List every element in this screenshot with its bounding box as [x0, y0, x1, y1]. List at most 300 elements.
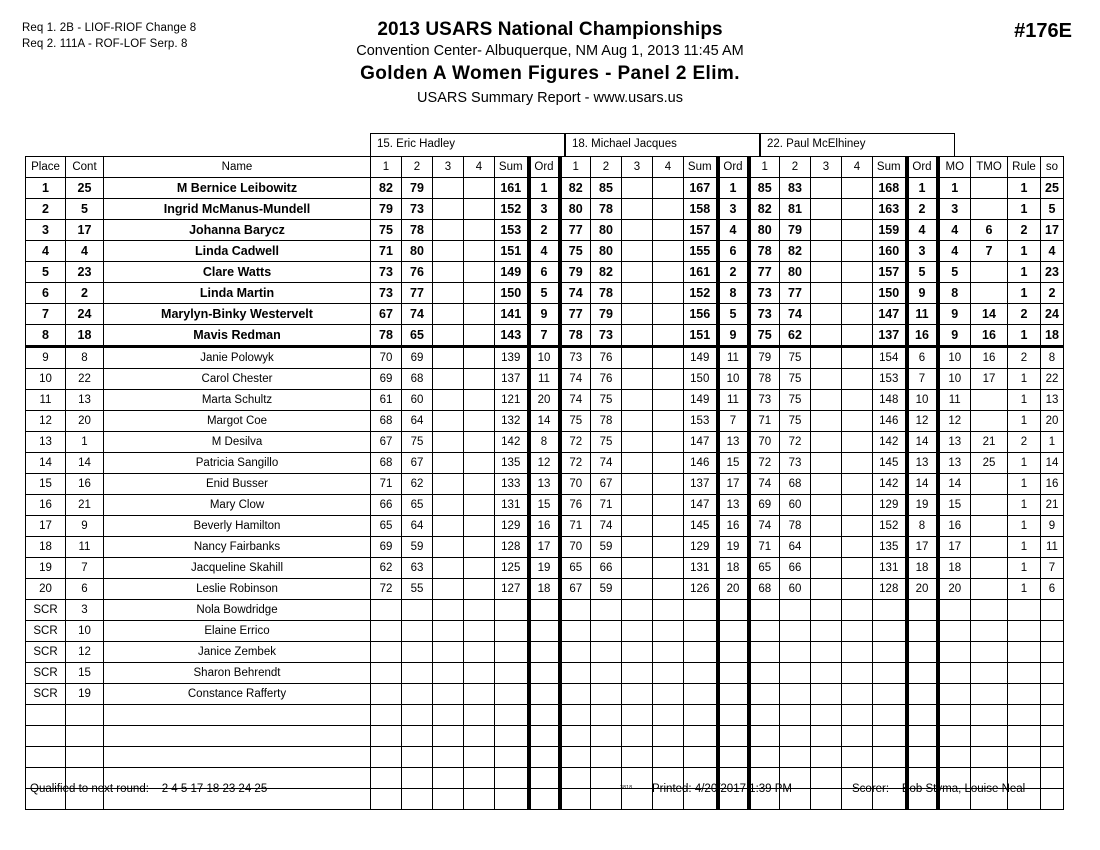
cell-place: SCR: [26, 684, 66, 705]
cell-j1-score3: [433, 453, 464, 474]
col-place: Place: [26, 157, 66, 178]
cell-tmo: [971, 600, 1008, 621]
cell-j1-score2: 64: [402, 516, 433, 537]
col-j2-ord: Ord: [718, 157, 749, 178]
cell-so: 2: [1041, 283, 1064, 304]
cell-j2-ord: 17: [718, 474, 749, 495]
cell-place: [26, 726, 66, 747]
cell-j1-ord: 11: [529, 369, 560, 390]
cell-j1-ord: [529, 747, 560, 768]
cell-j3-score3: [811, 369, 842, 390]
cell-j3-score1: [749, 684, 780, 705]
cell-j2-ord: 3: [718, 199, 749, 220]
requirement-1: Req 1. 2B - LIOF-RIOF Change 8: [22, 22, 197, 34]
event-number: #176E: [1014, 20, 1072, 42]
cell-name: Janie Polowyk: [104, 347, 371, 369]
cell-j3-score1: 73: [749, 390, 780, 411]
cell-place: SCR: [26, 600, 66, 621]
cell-j1-ord: [529, 726, 560, 747]
cell-j1-sum: 151: [495, 241, 529, 262]
col-mo: MO: [938, 157, 971, 178]
cell-j2-score2: 66: [591, 558, 622, 579]
cell-j1-score3: [433, 537, 464, 558]
cell-j3-score3: [811, 453, 842, 474]
cell-j2-score3: [622, 726, 653, 747]
cell-j2-ord: [718, 705, 749, 726]
cell-cont: 15: [66, 663, 104, 684]
cell-j2-score4: [653, 178, 684, 199]
cell-name: Nancy Fairbanks: [104, 537, 371, 558]
cell-j3-ord: 6: [907, 347, 938, 369]
cell-j2-sum: [684, 621, 718, 642]
cell-j2-score2: [591, 600, 622, 621]
cell-j2-ord: 13: [718, 432, 749, 453]
cell-rule: [1008, 684, 1041, 705]
cell-so: 16: [1041, 474, 1064, 495]
cell-j1-score4: [464, 579, 495, 600]
cell-j1-sum: 131: [495, 495, 529, 516]
cell-j3-ord: 5: [907, 262, 938, 283]
cell-j1-score2: 80: [402, 241, 433, 262]
cell-j2-score4: [653, 199, 684, 220]
cell-j3-score2: 81: [780, 199, 811, 220]
cell-j2-score3: [622, 220, 653, 241]
cell-j3-sum: [873, 726, 907, 747]
cell-j1-score1: 66: [371, 495, 402, 516]
cell-j2-sum: 147: [684, 432, 718, 453]
cell-so: 18: [1041, 325, 1064, 347]
cell-j3-score1: 73: [749, 283, 780, 304]
cell-j2-ord: 18: [718, 558, 749, 579]
table-row: [26, 199, 1064, 220]
cell-j3-sum: 148: [873, 390, 907, 411]
cell-j3-score4: [842, 600, 873, 621]
cell-j2-score2: 78: [591, 283, 622, 304]
cell-j3-score2: [780, 663, 811, 684]
table-row: [26, 453, 1064, 474]
cell-j1-score4: [464, 726, 495, 747]
col-j3-ord: Ord: [907, 157, 938, 178]
cell-j1-score4: [464, 684, 495, 705]
cell-so: 6: [1041, 579, 1064, 600]
cell-j2-ord: 11: [718, 347, 749, 369]
cell-j3-score2: 77: [780, 283, 811, 304]
cell-mo: 17: [938, 537, 971, 558]
cell-j3-score3: [811, 199, 842, 220]
cell-j2-sum: 155: [684, 241, 718, 262]
cell-j2-sum: 145: [684, 516, 718, 537]
cell-place: 3: [26, 220, 66, 241]
cell-so: 9: [1041, 516, 1064, 537]
cell-j3-score1: [749, 747, 780, 768]
cell-j2-score1: 78: [560, 325, 591, 347]
cell-cont: 13: [66, 390, 104, 411]
table-row: [26, 178, 1064, 199]
cell-j3-score4: [842, 453, 873, 474]
cell-j1-score3: [433, 621, 464, 642]
cell-place: 16: [26, 495, 66, 516]
cell-j3-score1: 79: [749, 347, 780, 369]
cell-j1-score2: [402, 621, 433, 642]
cell-j3-score2: 78: [780, 516, 811, 537]
cell-j3-score2: [780, 600, 811, 621]
cell-place: 20: [26, 579, 66, 600]
cell-j3-ord: 13: [907, 453, 938, 474]
cell-mo: [938, 600, 971, 621]
cell-j3-score1: 70: [749, 432, 780, 453]
cell-j1-score3: [433, 325, 464, 347]
cell-tmo: [971, 283, 1008, 304]
cell-j2-score3: [622, 178, 653, 199]
cell-j1-score1: 82: [371, 178, 402, 199]
report-subtitle: USARS Summary Report - www.usars.us: [417, 90, 683, 106]
cell-j2-score1: [560, 726, 591, 747]
cell-j2-score2: 74: [591, 453, 622, 474]
cell-j2-score1: 75: [560, 241, 591, 262]
cell-j3-ord: 12: [907, 411, 938, 432]
cell-j1-score2: 67: [402, 453, 433, 474]
cell-place: 12: [26, 411, 66, 432]
cell-j2-sum: 146: [684, 453, 718, 474]
cell-j1-score3: [433, 705, 464, 726]
cell-j1-score2: [402, 663, 433, 684]
cell-j3-score4: [842, 178, 873, 199]
cell-place: SCR: [26, 642, 66, 663]
cell-j2-score4: [653, 241, 684, 262]
cell-so: 1: [1041, 432, 1064, 453]
cell-j1-sum: 135: [495, 453, 529, 474]
cell-j3-ord: 14: [907, 432, 938, 453]
cell-rule: 2: [1008, 220, 1041, 241]
cell-j1-ord: [529, 642, 560, 663]
cell-j1-sum: [495, 705, 529, 726]
cell-j3-sum: [873, 747, 907, 768]
cell-j3-score2: 68: [780, 474, 811, 495]
cell-mo: 20: [938, 579, 971, 600]
cell-j1-ord: 16: [529, 516, 560, 537]
cell-j2-score4: [653, 600, 684, 621]
cell-j1-score2: [402, 642, 433, 663]
cell-so: 25: [1041, 178, 1064, 199]
cell-j3-score4: [842, 747, 873, 768]
cell-j3-sum: 129: [873, 495, 907, 516]
cell-j3-score1: [749, 663, 780, 684]
cell-j2-score1: 72: [560, 432, 591, 453]
cell-j2-score3: [622, 684, 653, 705]
cell-place: 17: [26, 516, 66, 537]
cell-j2-score4: [653, 304, 684, 325]
table-row: [26, 747, 1064, 768]
cell-mo: 4: [938, 241, 971, 262]
cell-tmo: [971, 579, 1008, 600]
cell-tmo: [971, 411, 1008, 432]
cell-j1-score4: [464, 304, 495, 325]
cell-mo: 11: [938, 390, 971, 411]
cell-cont: 14: [66, 453, 104, 474]
cell-tmo: 7: [971, 241, 1008, 262]
cell-mo: 16: [938, 516, 971, 537]
col-j3-sum: Sum: [873, 157, 907, 178]
cell-j3-ord: 20: [907, 579, 938, 600]
cell-j1-score2: 59: [402, 537, 433, 558]
cell-j2-score3: [622, 642, 653, 663]
cell-place: 1: [26, 178, 66, 199]
cell-j1-ord: [529, 705, 560, 726]
cell-cont: 10: [66, 621, 104, 642]
col-j1-s4: 4: [464, 157, 495, 178]
cell-j3-score1: 69: [749, 495, 780, 516]
cell-so: 7: [1041, 558, 1064, 579]
cell-j1-score2: [402, 705, 433, 726]
cell-place: SCR: [26, 621, 66, 642]
cell-tmo: [971, 747, 1008, 768]
cell-j2-score4: [653, 558, 684, 579]
cell-j2-score3: [622, 347, 653, 369]
cell-j2-sum: [684, 726, 718, 747]
cell-j2-sum: [684, 642, 718, 663]
cell-j1-score1: [371, 705, 402, 726]
cell-j2-score1: 82: [560, 178, 591, 199]
cell-j2-sum: 156: [684, 304, 718, 325]
cell-rule: [1008, 663, 1041, 684]
cell-j1-ord: 7: [529, 325, 560, 347]
cell-j2-score4: [653, 390, 684, 411]
cell-j3-sum: 137: [873, 325, 907, 347]
cell-j3-sum: 142: [873, 432, 907, 453]
cell-j1-ord: 17: [529, 537, 560, 558]
cell-j2-score2: [591, 747, 622, 768]
cell-j2-score3: [622, 600, 653, 621]
table-row: [26, 726, 1064, 747]
cell-j3-ord: 1: [907, 178, 938, 199]
cell-so: 21: [1041, 495, 1064, 516]
cell-j2-score1: 75: [560, 411, 591, 432]
cell-j1-sum: 142: [495, 432, 529, 453]
cell-j2-score3: [622, 579, 653, 600]
cell-j3-ord: 18: [907, 558, 938, 579]
cell-j3-sum: [873, 600, 907, 621]
cell-j3-ord: [907, 642, 938, 663]
cell-j2-score3: [622, 705, 653, 726]
cell-j3-score4: [842, 241, 873, 262]
col-j1-s3: 3: [433, 157, 464, 178]
cell-j2-ord: 19: [718, 537, 749, 558]
page-code: 3818: [620, 785, 633, 791]
cell-j3-score4: [842, 726, 873, 747]
cell-name: Constance Rafferty: [104, 684, 371, 705]
cell-j1-score1: 65: [371, 516, 402, 537]
cell-rule: [1008, 600, 1041, 621]
cell-place: 9: [26, 347, 66, 369]
cell-rule: 1: [1008, 474, 1041, 495]
cell-j2-sum: [684, 705, 718, 726]
cell-j2-score2: 67: [591, 474, 622, 495]
cell-tmo: 16: [971, 325, 1008, 347]
cell-cont: 6: [66, 579, 104, 600]
cell-mo: [938, 705, 971, 726]
cell-j2-score3: [622, 283, 653, 304]
cell-j3-sum: 163: [873, 199, 907, 220]
cell-j1-score3: [433, 283, 464, 304]
cell-j3-score2: [780, 621, 811, 642]
cell-rule: 1: [1008, 495, 1041, 516]
footer: [0, 783, 1100, 799]
cell-so: [1041, 705, 1064, 726]
cell-j3-score1: 73: [749, 304, 780, 325]
cell-j2-score3: [622, 516, 653, 537]
col-j2-s4: 4: [653, 157, 684, 178]
cell-j3-score1: 68: [749, 579, 780, 600]
cell-mo: 18: [938, 558, 971, 579]
col-rule: Rule: [1008, 157, 1041, 178]
cell-cont: [66, 726, 104, 747]
cell-tmo: 25: [971, 453, 1008, 474]
cell-j3-score4: [842, 283, 873, 304]
cell-cont: 4: [66, 241, 104, 262]
scorer-block: [852, 783, 1025, 795]
cell-j1-score4: [464, 495, 495, 516]
cell-name: M Bernice Leibowitz: [104, 178, 371, 199]
cell-j1-ord: 6: [529, 262, 560, 283]
cell-j3-score4: [842, 262, 873, 283]
cell-j1-score1: 70: [371, 347, 402, 369]
cell-j3-score4: [842, 411, 873, 432]
cell-j2-ord: 8: [718, 283, 749, 304]
cell-j1-score1: 68: [371, 453, 402, 474]
cell-j1-score1: 62: [371, 558, 402, 579]
cell-cont: 1: [66, 432, 104, 453]
cell-name: Elaine Errico: [104, 621, 371, 642]
cell-j1-ord: 8: [529, 432, 560, 453]
cell-j3-score1: 71: [749, 537, 780, 558]
cell-rule: 1: [1008, 262, 1041, 283]
cell-j3-score3: [811, 537, 842, 558]
cell-j3-score1: 85: [749, 178, 780, 199]
cell-j3-score4: [842, 579, 873, 600]
cell-place: 19: [26, 558, 66, 579]
cell-place: 6: [26, 283, 66, 304]
cell-j3-score3: [811, 705, 842, 726]
table-row: [26, 705, 1064, 726]
cell-j2-score2: 75: [591, 390, 622, 411]
cell-rule: 2: [1008, 347, 1041, 369]
cell-j2-ord: 1: [718, 178, 749, 199]
cell-j3-score2: 75: [780, 390, 811, 411]
cell-j3-score2: [780, 747, 811, 768]
cell-j1-score1: 61: [371, 390, 402, 411]
cell-j1-score3: [433, 558, 464, 579]
cell-j1-score1: 73: [371, 262, 402, 283]
cell-j2-score1: [560, 642, 591, 663]
cell-j2-score2: [591, 642, 622, 663]
results-table: [25, 156, 1064, 810]
cell-j2-sum: [684, 747, 718, 768]
cell-j2-sum: [684, 663, 718, 684]
cell-rule: 1: [1008, 283, 1041, 304]
table-row: [26, 262, 1064, 283]
cell-j2-sum: 157: [684, 220, 718, 241]
cell-j1-sum: 139: [495, 347, 529, 369]
cell-mo: [938, 684, 971, 705]
cell-j3-ord: 3: [907, 241, 938, 262]
cell-j3-sum: 154: [873, 347, 907, 369]
cell-j3-score3: [811, 579, 842, 600]
cell-j2-ord: 7: [718, 411, 749, 432]
cell-tmo: [971, 199, 1008, 220]
cell-tmo: [971, 684, 1008, 705]
cell-j2-score3: [622, 495, 653, 516]
cell-j2-score4: [653, 495, 684, 516]
cell-name: Mavis Redman: [104, 325, 371, 347]
cell-cont: 19: [66, 684, 104, 705]
cell-mo: [938, 663, 971, 684]
cell-j2-ord: 9: [718, 325, 749, 347]
cell-j1-score3: [433, 178, 464, 199]
cell-j2-sum: 126: [684, 579, 718, 600]
cell-so: 22: [1041, 369, 1064, 390]
cell-j1-score2: 77: [402, 283, 433, 304]
cell-j3-sum: 128: [873, 579, 907, 600]
cell-j1-score2: 65: [402, 495, 433, 516]
cell-j1-sum: [495, 642, 529, 663]
cell-name: Mary Clow: [104, 495, 371, 516]
cell-so: [1041, 747, 1064, 768]
cell-name: Carol Chester: [104, 369, 371, 390]
cell-j1-score2: 74: [402, 304, 433, 325]
cell-so: [1041, 726, 1064, 747]
cell-so: [1041, 684, 1064, 705]
cell-place: 10: [26, 369, 66, 390]
cell-j2-score4: [653, 516, 684, 537]
cell-j2-sum: 137: [684, 474, 718, 495]
cell-j2-sum: 167: [684, 178, 718, 199]
cell-j2-score3: [622, 262, 653, 283]
cell-j2-score2: [591, 726, 622, 747]
table-head: [26, 157, 1064, 178]
cell-j3-ord: [907, 600, 938, 621]
cell-j1-sum: 141: [495, 304, 529, 325]
cell-j2-ord: 10: [718, 369, 749, 390]
cell-mo: 9: [938, 304, 971, 325]
cell-j2-score2: 75: [591, 432, 622, 453]
cell-j1-sum: 150: [495, 283, 529, 304]
cell-j1-score4: [464, 283, 495, 304]
cell-j1-score2: 76: [402, 262, 433, 283]
cell-j1-score4: [464, 325, 495, 347]
cell-j3-score4: [842, 199, 873, 220]
cell-j2-score4: [653, 453, 684, 474]
cell-j2-score1: 74: [560, 283, 591, 304]
cell-cont: 23: [66, 262, 104, 283]
cell-rule: [1008, 726, 1041, 747]
cell-name: Patricia Sangillo: [104, 453, 371, 474]
cell-j3-score2: 83: [780, 178, 811, 199]
cell-mo: 13: [938, 432, 971, 453]
cell-j3-score4: [842, 621, 873, 642]
cell-mo: 10: [938, 369, 971, 390]
cell-j1-ord: 13: [529, 474, 560, 495]
cell-j2-score1: 74: [560, 390, 591, 411]
cell-j1-score3: [433, 347, 464, 369]
cell-j1-score2: 60: [402, 390, 433, 411]
cell-j2-ord: 16: [718, 516, 749, 537]
cell-j3-score2: 64: [780, 537, 811, 558]
cell-j3-ord: [907, 663, 938, 684]
cell-j2-score1: 70: [560, 474, 591, 495]
cell-j3-score2: 72: [780, 432, 811, 453]
cell-j3-score2: 66: [780, 558, 811, 579]
cell-rule: 1: [1008, 411, 1041, 432]
